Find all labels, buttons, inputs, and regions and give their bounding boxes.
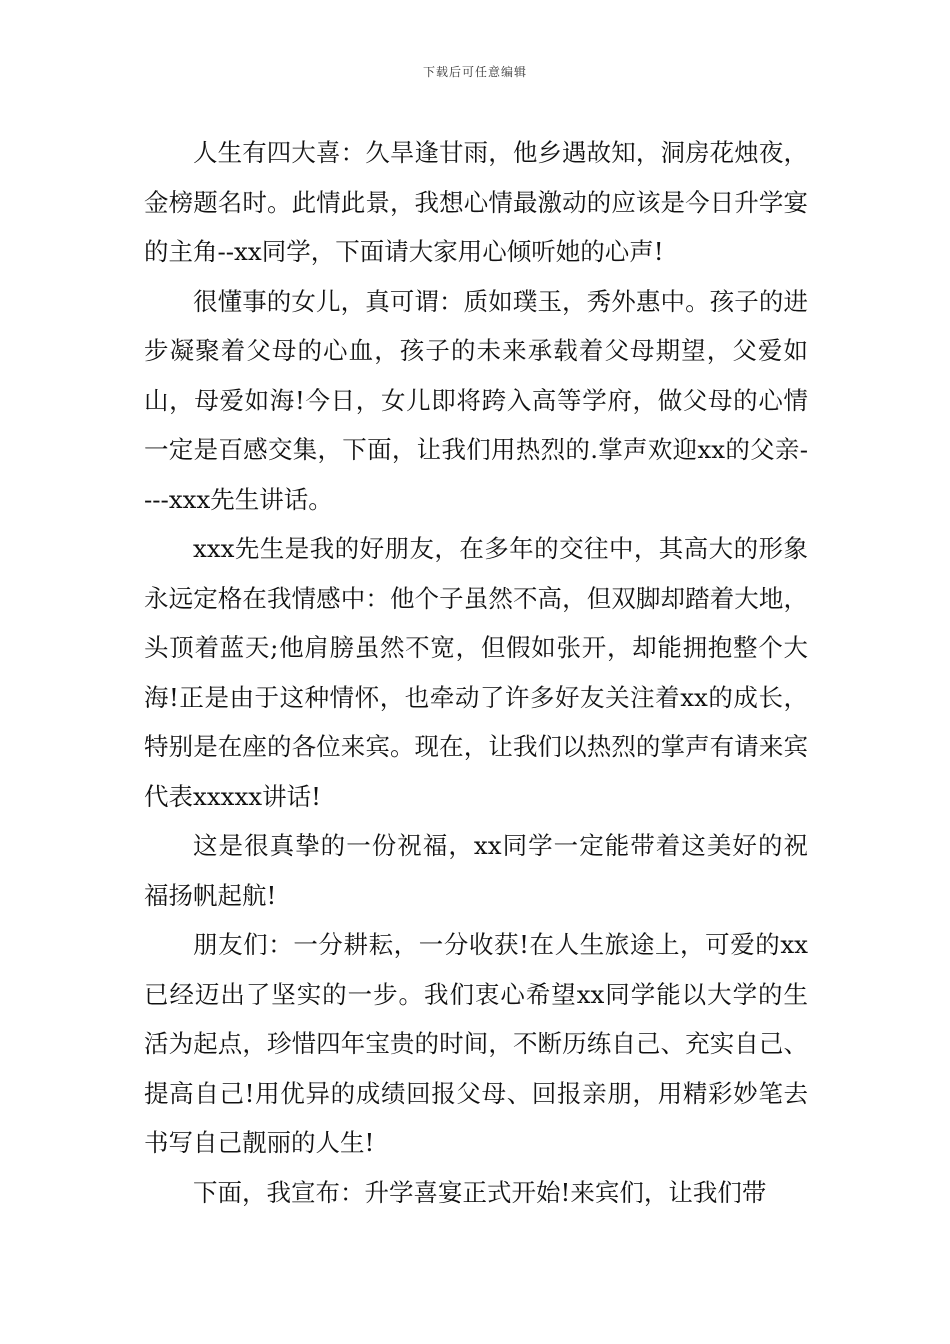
paragraph-opening: 人生有四大喜：久旱逢甘雨，他乡遇故知，洞房花烛夜，金榜题名时。此情此景，我想心情最激动的应该是今日升学宴的主角--xx同学，下面请大家用心倾听她的心声! (144, 138, 808, 266)
download-editable-note: 下载后可任意编辑 (422, 65, 527, 79)
paragraph-friend: xxx先生是我的好朋友，在多年的交往中，其高大的形象永远定格在我情感中：他个子虽然不高，但双脚却踏着大地，头顶着蓝天;他肩膀虽然不宽，但假如张开，却能拥抱整个大海!正是由于这种情怀，也牵动了许多好友关注着xx的成长，特别是在座的各位来宾。现在，让我们以热烈的掌声有请来宾代表xxxxx讲话! (144, 534, 808, 811)
paragraph-daughter: 很懂事的女儿，真可谓：质如璞玉，秀外惠中。孩子的进步凝聚着父母的心血，孩子的未来承载着父母期望，父爱如山，母爱如海!今日，女儿即将跨入高等学府，做父母的心情一定是百感交集，下面，让我们用热烈的.掌声欢迎xx的父亲----xxx先生讲话。 (144, 286, 808, 514)
paragraph-announcement: 下面，我宣布：升学喜宴正式开始!来宾们，让我们带 (193, 1177, 767, 1207)
paragraph-blessing: 这是很真挚的一份祝福，xx同学一定能带着这美好的祝福扬帆起航! (144, 831, 808, 910)
document-body (144, 128, 808, 1217)
paragraph-friends: 朋友们：一分耕耘，一分收获!在人生旅途上，可爱的xx已经迈出了坚实的一步。我们衷心希望xx同学能以大学的生活为起点，珍惜四年宝贵的时间，不断历练自己、充实自己、提高自己!用优异的成绩回报父母、回报亲朋，用精彩妙笔去书写自己靓丽的人生! (144, 930, 808, 1157)
